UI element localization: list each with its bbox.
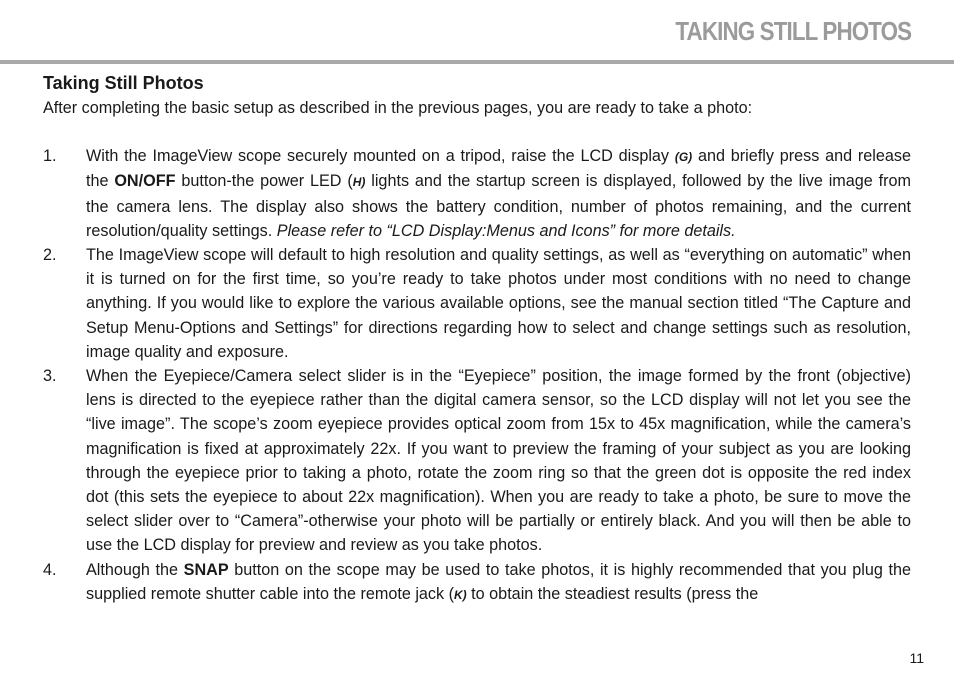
step-number: 3. (43, 367, 57, 386)
step-number: 1. (43, 147, 57, 166)
step-1 (43, 144, 911, 243)
step-text: button on the scope may be used to take photos, it is highly recommended that you plug the supplied remote shutter cable into the remote jack ( (86, 560, 911, 603)
button-name: ON/OFF (114, 172, 176, 191)
page-header-title: TAKING STILL PHOTOS (675, 16, 911, 46)
step-3 (43, 364, 911, 558)
cross-reference-note: Please refer to “LCD Display:Menus and Icons” for more details. (276, 221, 736, 240)
part-reference: (G) (674, 150, 693, 165)
step-number: 2. (43, 246, 57, 265)
step-number: 4. (43, 560, 57, 579)
page-number: 11 (909, 650, 924, 666)
step-text: With the ImageView scope securely mounted on a tripod, raise the LCD display (86, 147, 675, 166)
page-content (43, 70, 911, 607)
step-text: to obtain the steadiest results (press the (466, 584, 759, 603)
part-reference: H) (352, 175, 366, 190)
intro-paragraph: After completing the basic setup as described in the previous pages, you are ready to take a photo: (43, 99, 753, 117)
part-reference: K) (454, 587, 467, 602)
step-4 (43, 558, 911, 607)
step-text: The ImageView scope will default to high resolution and quality settings, as well as “everything on automatic” when it is turned on for the first time, so you’re ready to take photos under most conditions with no need to change anything. If you would like to explore the various available options, see the manual section titled “The Capture and Setup Menu-Options and Settings” for directions regarding how to select and change settings such as resolution, image quality and exposure. (86, 246, 911, 361)
page-header (0, 0, 954, 64)
step-text: button-the power LED ( (175, 172, 353, 191)
button-name: SNAP (183, 560, 229, 579)
step-text: and briefly press and release the (86, 147, 912, 191)
steps-list (43, 144, 911, 607)
step-2 (43, 243, 911, 364)
step-text: Although the (86, 560, 184, 579)
step-text: When the Eyepiece/Camera select slider is in the “Eyepiece” position, the image formed by the front (objective) lens is directed to the eyepiece rather than the digital camera sensor, so the LCD display will not let you see the “live image”. The scope’s zoom eyepiece provides optical zoom from 15x to 45x magnification, while the camera’s magnification is fixed at approximately 22x. If you want to preview the framing of your subject as you are looking through the eyepiece prior to taking a photo, rotate the zoom ring so that the green dot is opposite the red index dot (this sets the eyepiece to about 22x magnification). When you are ready to take a photo, be sure to move the select slider over to “Camera”-otherwise your photo will be partially or entirely black. And you will then be able to use the LCD display for preview and review as you take photos. (86, 367, 911, 555)
step-text: lights and the startup screen is displayed, followed by the live image from the camera lens. The display also shows the battery condition, number of photos remaining, and the current resolution/quality settings. (86, 172, 911, 240)
section-heading: Taking Still Photos (43, 73, 204, 93)
